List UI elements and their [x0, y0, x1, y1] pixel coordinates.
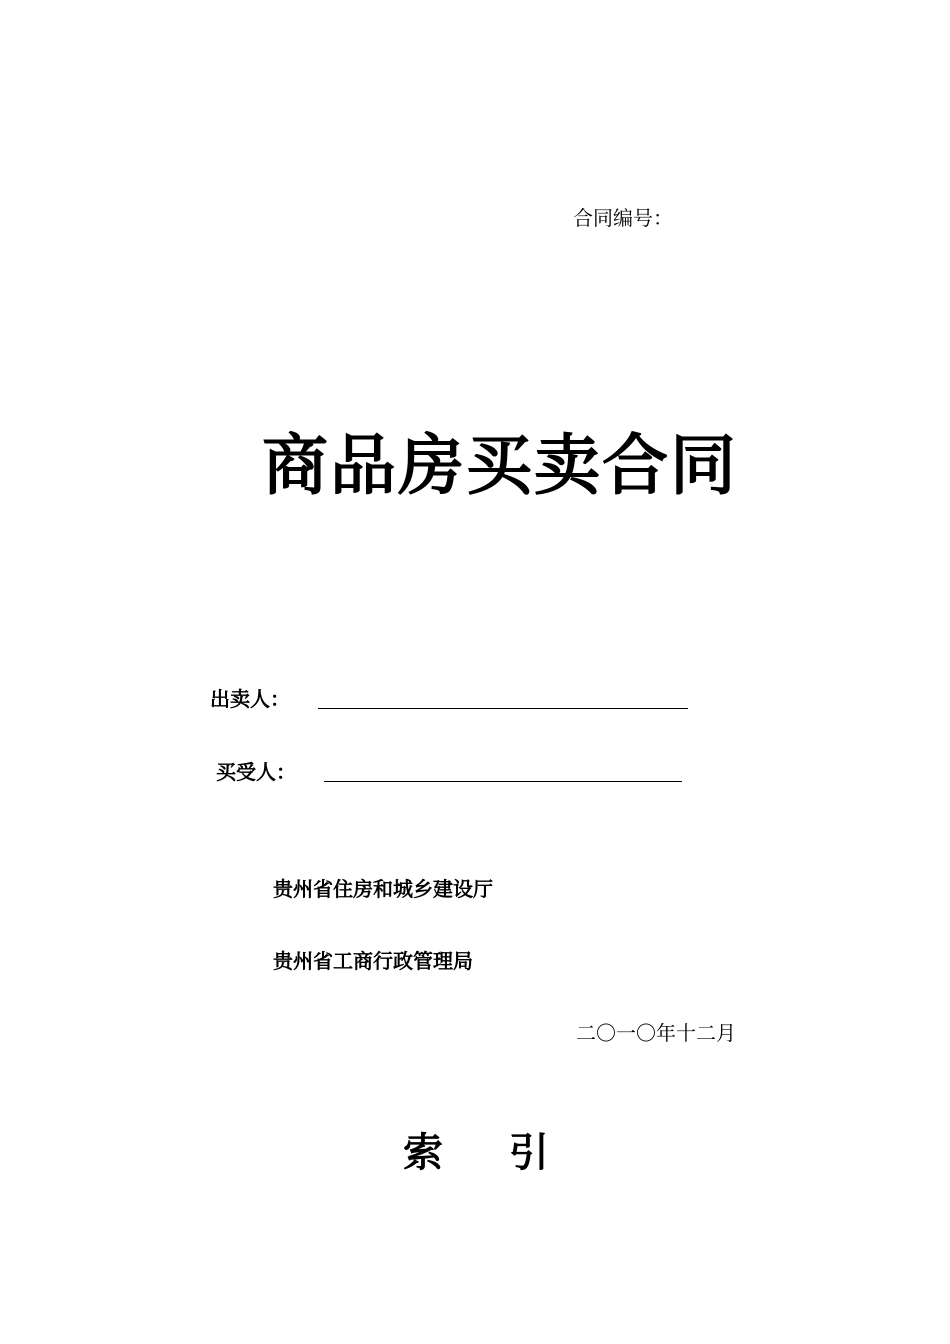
- index-heading: 索 引: [403, 1129, 549, 1176]
- issuer-housing-department: 贵州省住房和城乡建设厅: [273, 877, 493, 901]
- buyer-blank-line: [324, 761, 682, 782]
- seller-label: 出卖人：: [210, 687, 290, 711]
- buyer-label: 买受人：: [216, 760, 296, 784]
- contract-number-label: 合同编号：: [573, 206, 673, 230]
- seller-row: [210, 686, 688, 712]
- issue-date: 二〇一〇年十二月: [576, 1021, 736, 1045]
- seller-blank-line: [318, 688, 688, 709]
- buyer-row: [216, 759, 682, 785]
- document-title: 商品房买卖合同: [262, 426, 738, 504]
- issuer-commerce-bureau: 贵州省工商行政管理局: [273, 949, 473, 973]
